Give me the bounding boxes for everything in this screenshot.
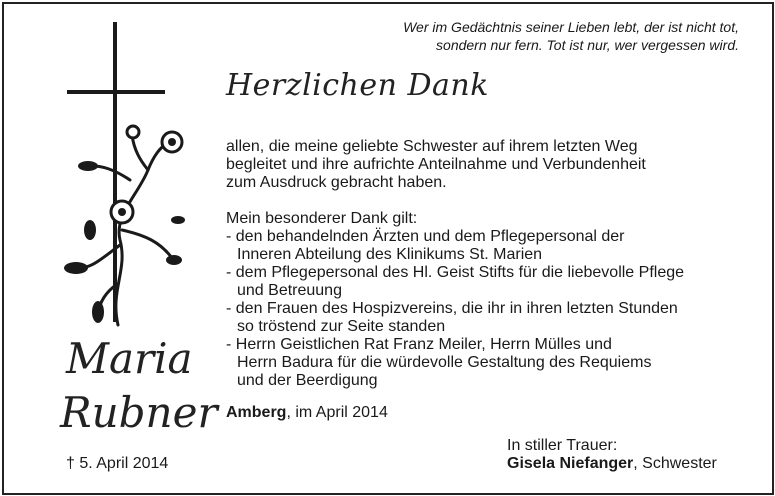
special-item: - dem Pflegepersonal des Hl. Geist Stifts für die liebevolle Pflege xyxy=(226,264,685,281)
death-date: † 5. April 2014 xyxy=(66,455,169,472)
special-heading: Mein besonderer Dank gilt: xyxy=(226,210,418,227)
special-item: - Herrn Geistlichen Rat Franz Meiler, Herrn Mülles und xyxy=(226,336,612,353)
intro-line: begleitet und ihre aufrichte Anteilnahme und Verbundenheit xyxy=(226,156,646,173)
mourner-name: Gisela Niefanger xyxy=(507,455,634,472)
deceased-first-name: Maria xyxy=(66,334,193,383)
quote-line-1: Wer im Gedächtnis seiner Lieben lebt, der ist nicht tot, xyxy=(403,19,739,35)
signoff-name-line xyxy=(507,455,717,473)
cross-and-flowers xyxy=(50,20,200,340)
mourner-relation: , Schwester xyxy=(633,455,717,472)
intro-line: zum Ausdruck gebracht haben. xyxy=(226,174,447,191)
page-title: Herzlichen Dank xyxy=(226,68,489,103)
place-date xyxy=(226,404,388,422)
flower-branch-icon xyxy=(64,126,185,325)
special-item-cont: und der Beerdigung xyxy=(237,372,378,389)
deceased-last-name: Rubner xyxy=(60,388,218,437)
special-item-cont: Inneren Abteilung des Klinikums St. Marien xyxy=(237,246,543,263)
place-date-text: , im April 2014 xyxy=(286,404,388,421)
special-item-cont: und Betreuung xyxy=(237,282,342,299)
signoff xyxy=(507,437,717,473)
special-item: - den behandelnden Ärzten und dem Pflegepersonal der xyxy=(226,228,625,245)
quote-line-2: sondern nur fern. Tot ist nur, wer vergessen wird. xyxy=(436,37,739,53)
intro-line: allen, die meine geliebte Schwester auf ihrem letzten Weg xyxy=(226,138,638,155)
signoff-line: In stiller Trauer: xyxy=(507,437,618,454)
special-item: - den Frauen des Hospizvereins, die ihr in ihren letzten Stunden xyxy=(226,300,678,317)
place-city: Amberg xyxy=(226,404,287,421)
memorial-quote xyxy=(403,18,739,54)
thanks-text xyxy=(226,138,756,390)
special-item-cont: Herrn Badura für die würdevolle Gestaltung des Requiems xyxy=(237,354,652,371)
special-item-cont: so tröstend zur Seite standen xyxy=(237,318,446,335)
